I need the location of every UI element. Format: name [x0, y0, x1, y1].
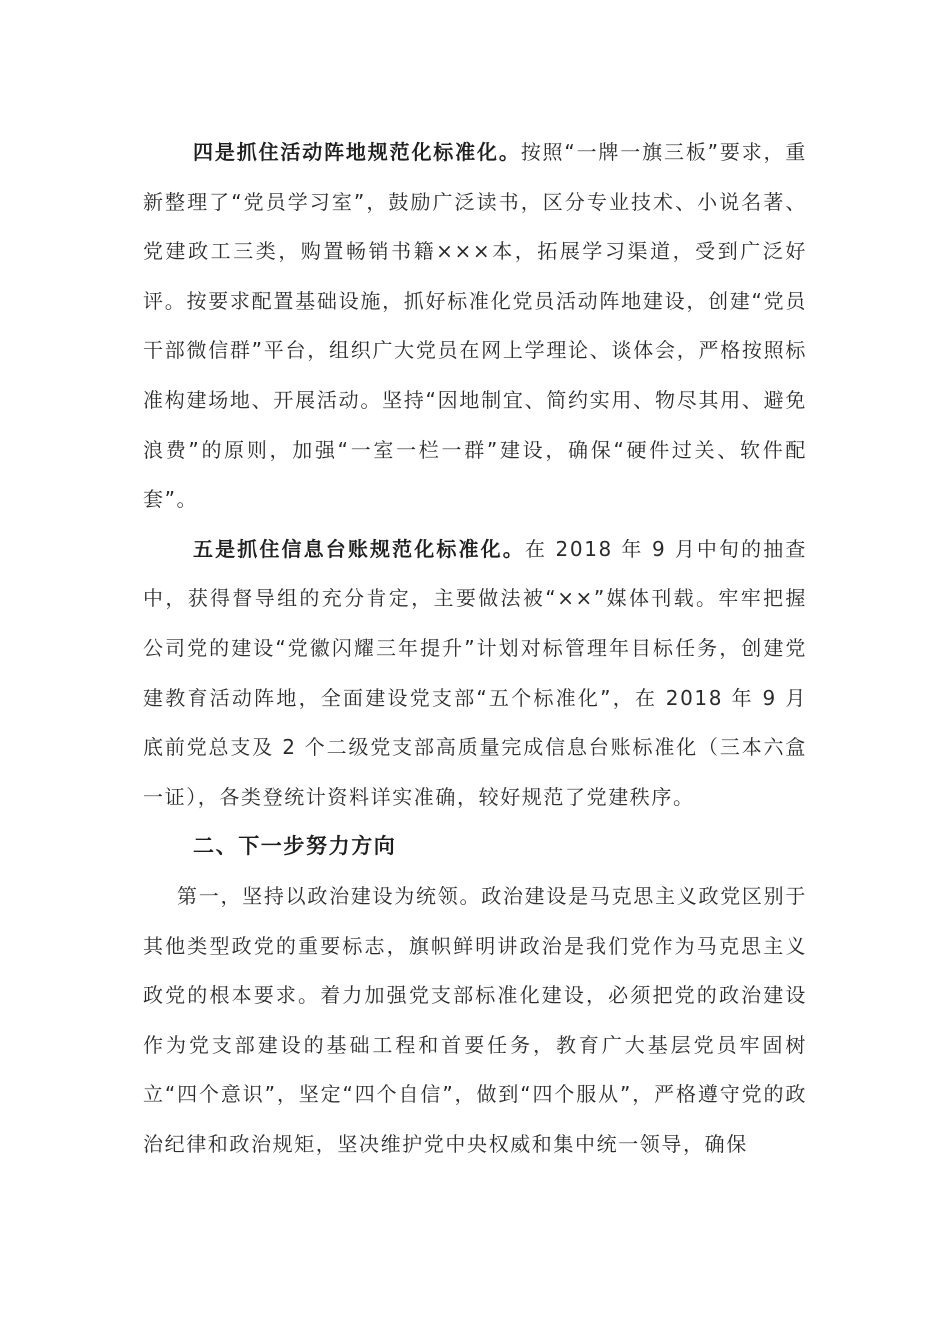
paragraph-body: 在 2018 年 9 月中旬的抽查中，获得督导组的充分肯定，主要做法被“××”媒体刊载。牢牢把握公司党的建设“党徽闪耀三年提升”计划对标管理年目标任务，创建党建教育活动阵地，全面建设党支部“五个标准化”，在 2018 年 9 月底前党总支及 2 个二级党支部高质量完成信息台账标准化（三本六盒一证），各类登统计资料详实准确，较好规范了党建秩序。	[143, 536, 808, 809]
paragraph-information-ledger	[143, 525, 807, 823]
paragraph-body: 按照“一牌一旗三板”要求，重新整理了“党员学习室”，鼓励广泛读书，区分专业技术、小说名著、党建政工三类，购置畅销书籍×××本，拓展学习渠道，受到广泛好评。按要求配置基础设施，抓好标准化党员活动阵地建设，创建“党员干部微信群”平台，组织广大党员在网上学理论、谈体会，严格按照标准构建场地、开展活动。坚持“因地制宜、简约实用、物尽其用、避免浪费”的原则，加强“一室一栏一群”建设，确保“硬件过关、软件配套”。	[143, 140, 808, 512]
document-page	[143, 128, 807, 1169]
paragraph-lead: 四是抓住活动阵地规范化标准化。	[193, 140, 521, 164]
paragraph-body: 第一，坚持以政治建设为统领。政治建设是马克思主义政党区别于其他类型政党的重要标志，旗帜鲜明讲政治是我们党作为马克思主义政党的根本要求。着力加强党支部标准化建设，必须把党的政治建设作为党支部建设的基础工程和首要任务，教育广大基层党员牢固树立“四个意识”，坚定“四个自信”，做到“四个服从”，严格遵守党的政治纪律和政治规矩，坚决维护党中央权威和集中统一领导，确保	[143, 883, 807, 1156]
paragraph-political-building	[143, 872, 807, 1170]
paragraph-lead: 五是抓住信息台账规范化标准化。	[193, 536, 525, 561]
paragraph-activity-venues	[143, 128, 807, 525]
section-heading: 二、下一步努力方向	[193, 834, 397, 859]
